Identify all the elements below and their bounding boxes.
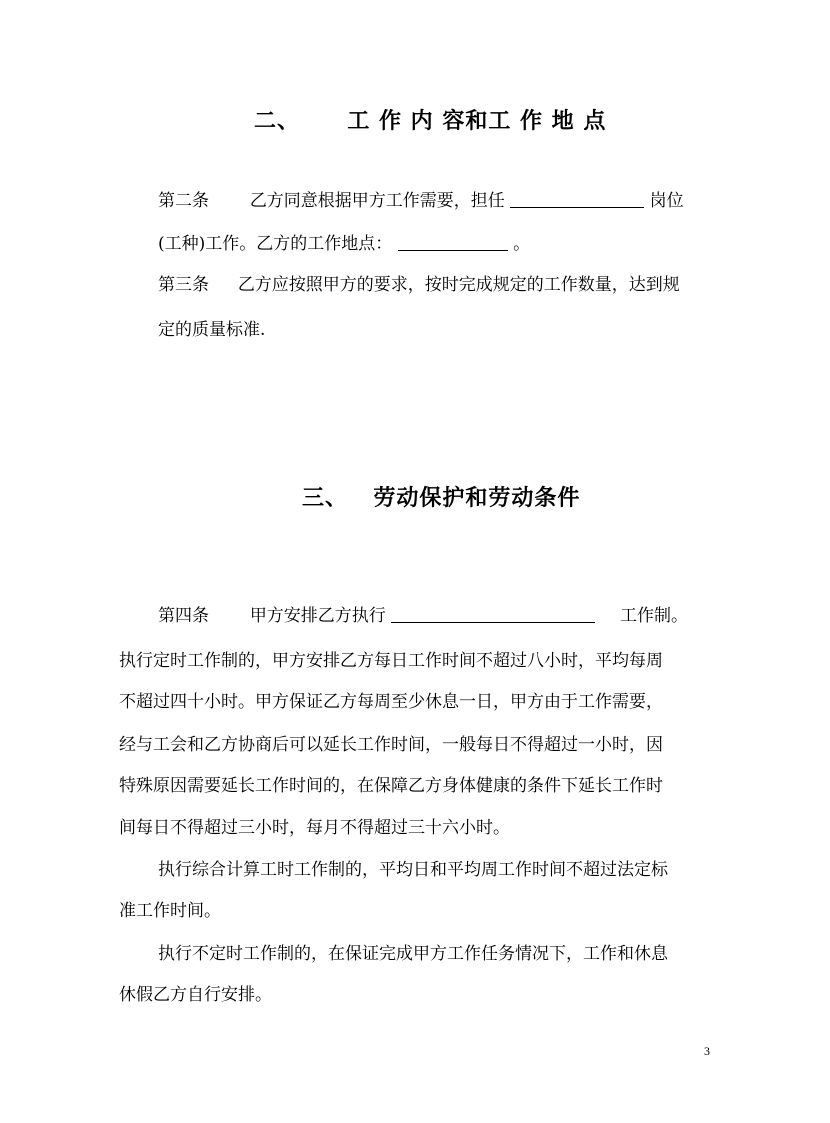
section-3-number: 三、 [302, 485, 349, 511]
article-4-body-line-2: 不超过四十小时。甲方保证乙方每周至少休息一日，甲方由于工作需要， [119, 692, 663, 712]
page-number: 3 [704, 1044, 710, 1058]
article-4-line-1 [158, 606, 688, 626]
article-4-body-line-1: 执行定时工作制的，甲方安排乙方每日工作时间不超过八小时，平均每周 [119, 651, 663, 671]
section-3-heading [302, 481, 580, 512]
section-2-title: 工 作 内 容和工 作 地 点 [347, 108, 607, 134]
article-4-text-2: 工作制。 [620, 606, 689, 626]
article-4-body-line-5: 间每日不得超过三小时，每月不得超过三十六小时。 [119, 818, 510, 838]
flexible-hours-line-1: 执行不定时工作制的，在保证完成甲方工作任务情况下，工作和休息 [158, 944, 668, 964]
article-3-line-1 [158, 275, 680, 295]
article-3-line-2: 定的质量标准. [158, 320, 266, 340]
article-2-line-2 [158, 234, 530, 254]
article-2-label: 第二条 [158, 191, 209, 211]
comprehensive-hours-line-2: 准工作时间。 [119, 901, 221, 921]
article-2-text-3: (工种)工作。乙方的工作地点： [158, 234, 393, 254]
work-location-blank[interactable] [398, 234, 508, 251]
section-3-title: 劳动保护和劳动条件 [373, 485, 581, 511]
position-blank[interactable] [510, 191, 644, 208]
article-2-text-1: 乙方同意根据甲方工作需要，担任 [249, 191, 505, 211]
article-4-body-line-4: 特殊原因需要延长工作时间的，在保障乙方身体健康的条件下延长工作时 [119, 776, 663, 796]
article-4-body-line-3: 经与工会和乙方协商后可以延长工作时间，一般每日不得超过一小时，因 [119, 735, 663, 755]
comprehensive-hours-line-1: 执行综合计算工时工作制的，平均日和平均周工作时间不超过法定标 [158, 860, 668, 880]
article-2-line-1 [158, 191, 684, 211]
section-2-number: 二、 [254, 108, 301, 134]
flexible-hours-line-2: 休假乙方自行安排。 [119, 985, 272, 1005]
article-3-text-1: 乙方应按照甲方的要求，按时完成规定的工作数量，达到规 [237, 275, 680, 295]
article-4-label: 第四条 [158, 606, 209, 626]
article-2-text-4: 。 [513, 234, 531, 254]
article-4-text-1: 甲方安排乙方执行 [249, 606, 386, 626]
section-2-heading [254, 104, 606, 135]
article-2-text-2: 岗位 [649, 191, 684, 211]
working-hours-system-blank[interactable] [391, 606, 595, 623]
article-3-label: 第三条 [158, 275, 209, 295]
